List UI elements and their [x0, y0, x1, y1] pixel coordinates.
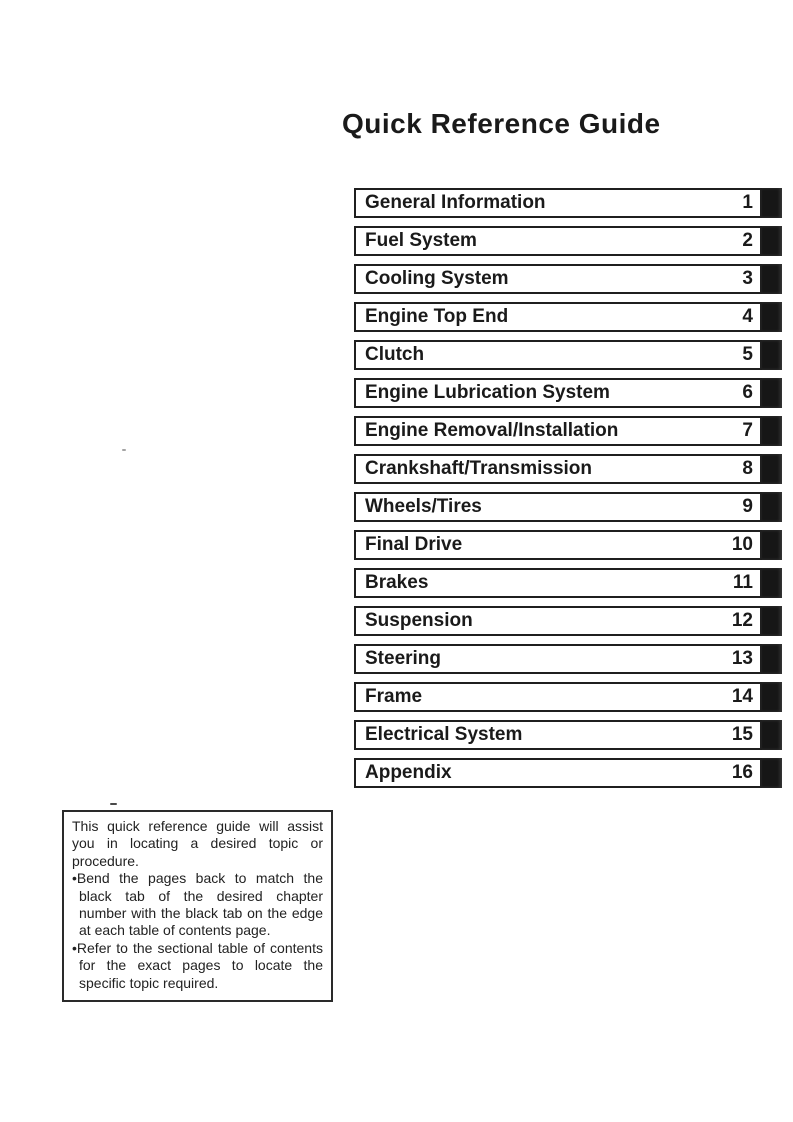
chapter-box — [354, 720, 762, 750]
chapter-row-electrical-system — [354, 720, 782, 750]
chapter-number: 8 — [742, 458, 753, 479]
chapter-box — [354, 644, 762, 674]
chapter-black-tab — [762, 416, 782, 446]
chapter-black-tab — [762, 226, 782, 256]
chapter-black-tab — [762, 758, 782, 788]
chapter-number: 7 — [742, 420, 753, 441]
chapter-black-tab — [762, 264, 782, 294]
chapter-box — [354, 302, 762, 332]
chapter-label: Engine Lubrication System — [365, 382, 610, 403]
chapter-row-general-information — [354, 188, 782, 218]
chapter-row-final-drive — [354, 530, 782, 560]
chapter-label: Wheels/Tires — [365, 496, 482, 517]
chapter-number: 4 — [742, 306, 753, 327]
chapter-row-clutch — [354, 340, 782, 370]
chapter-label: Clutch — [365, 344, 425, 365]
chapter-number: 9 — [742, 496, 753, 517]
chapter-number: 2 — [742, 230, 753, 251]
chapter-box — [354, 264, 762, 294]
chapter-row-engine-lubrication-system — [354, 378, 782, 408]
chapter-box — [354, 492, 762, 522]
note-bullet: • — [72, 939, 77, 956]
chapter-row-brakes — [354, 568, 782, 598]
chapter-box — [354, 416, 762, 446]
chapter-row-crankshaft-transmission — [354, 454, 782, 484]
chapter-number: 10 — [731, 534, 753, 555]
chapter-box — [354, 682, 762, 712]
usage-note-box — [62, 810, 333, 1002]
chapter-row-suspension — [354, 606, 782, 636]
chapter-number: 3 — [742, 268, 753, 289]
chapter-row-engine-top-end — [354, 302, 782, 332]
chapter-label: Final Drive — [365, 534, 463, 555]
note-paragraph-bend-pages — [72, 870, 323, 940]
chapter-number: 6 — [742, 382, 753, 403]
chapter-label: Frame — [365, 686, 423, 707]
chapter-box — [354, 340, 762, 370]
chapter-black-tab — [762, 454, 782, 484]
chapter-number: 1 — [742, 192, 753, 213]
chapter-black-tab — [762, 606, 782, 636]
chapter-black-tab — [762, 378, 782, 408]
chapter-black-tab — [762, 492, 782, 522]
chapter-black-tab — [762, 188, 782, 218]
chapter-black-tab — [762, 302, 782, 332]
chapter-row-wheels-tires — [354, 492, 782, 522]
chapter-label: Electrical System — [365, 724, 523, 745]
chapter-row-cooling-system — [354, 264, 782, 294]
chapter-black-tab — [762, 682, 782, 712]
page-title: Quick Reference Guide — [342, 107, 661, 139]
chapter-box — [354, 454, 762, 484]
chapter-label: Engine Top End — [365, 306, 509, 327]
chapter-label: Fuel System — [365, 230, 477, 251]
chapter-black-tab — [762, 720, 782, 750]
chapter-number: 14 — [731, 686, 753, 707]
chapter-label: Crankshaft/Transmission — [365, 458, 593, 479]
chapter-label: Steering — [365, 648, 442, 669]
chapter-row-engine-removal-installation — [354, 416, 782, 446]
chapter-black-tab — [762, 644, 782, 674]
scan-artifact-mark — [122, 449, 126, 451]
chapter-black-tab — [762, 340, 782, 370]
note-text: This quick reference guide will assist you in locating a desired topic or procedure. — [72, 818, 323, 869]
chapter-row-steering — [354, 644, 782, 674]
chapter-box — [354, 606, 762, 636]
chapter-number: 5 — [742, 344, 753, 365]
chapter-box — [354, 758, 762, 788]
chapter-label: Engine Removal/Installation — [365, 420, 619, 441]
chapter-box — [354, 530, 762, 560]
note-text: Bend the pages back to match the black tab of the desired chapter number with the black tab on the edge at each table of contents page. — [76, 870, 323, 939]
note-paragraph-refer-contents — [72, 940, 323, 992]
note-text: Refer to the sectional table of contents for the exact pages to locate the specific topic required. — [76, 939, 323, 991]
chapter-number: 12 — [731, 610, 753, 631]
chapter-number: 11 — [732, 572, 753, 593]
chapter-label: Brakes — [365, 572, 429, 593]
chapter-label: Cooling System — [365, 268, 509, 289]
chapter-row-frame — [354, 682, 782, 712]
chapter-black-tab — [762, 568, 782, 598]
chapter-index — [354, 188, 782, 796]
note-paragraph-intro — [72, 818, 323, 870]
chapter-label: Appendix — [365, 762, 452, 783]
chapter-black-tab — [762, 530, 782, 560]
chapter-row-fuel-system — [354, 226, 782, 256]
chapter-number: 16 — [731, 762, 753, 783]
chapter-label: General Information — [365, 192, 546, 213]
chapter-box — [354, 226, 762, 256]
note-bullet: • — [72, 870, 77, 887]
chapter-number: 15 — [731, 724, 753, 745]
chapter-label: Suspension — [365, 610, 473, 631]
chapter-box — [354, 568, 762, 598]
chapter-row-appendix — [354, 758, 782, 788]
chapter-box — [354, 188, 762, 218]
scan-artifact-mark — [110, 803, 117, 805]
chapter-box — [354, 378, 762, 408]
chapter-number: 13 — [731, 648, 753, 669]
